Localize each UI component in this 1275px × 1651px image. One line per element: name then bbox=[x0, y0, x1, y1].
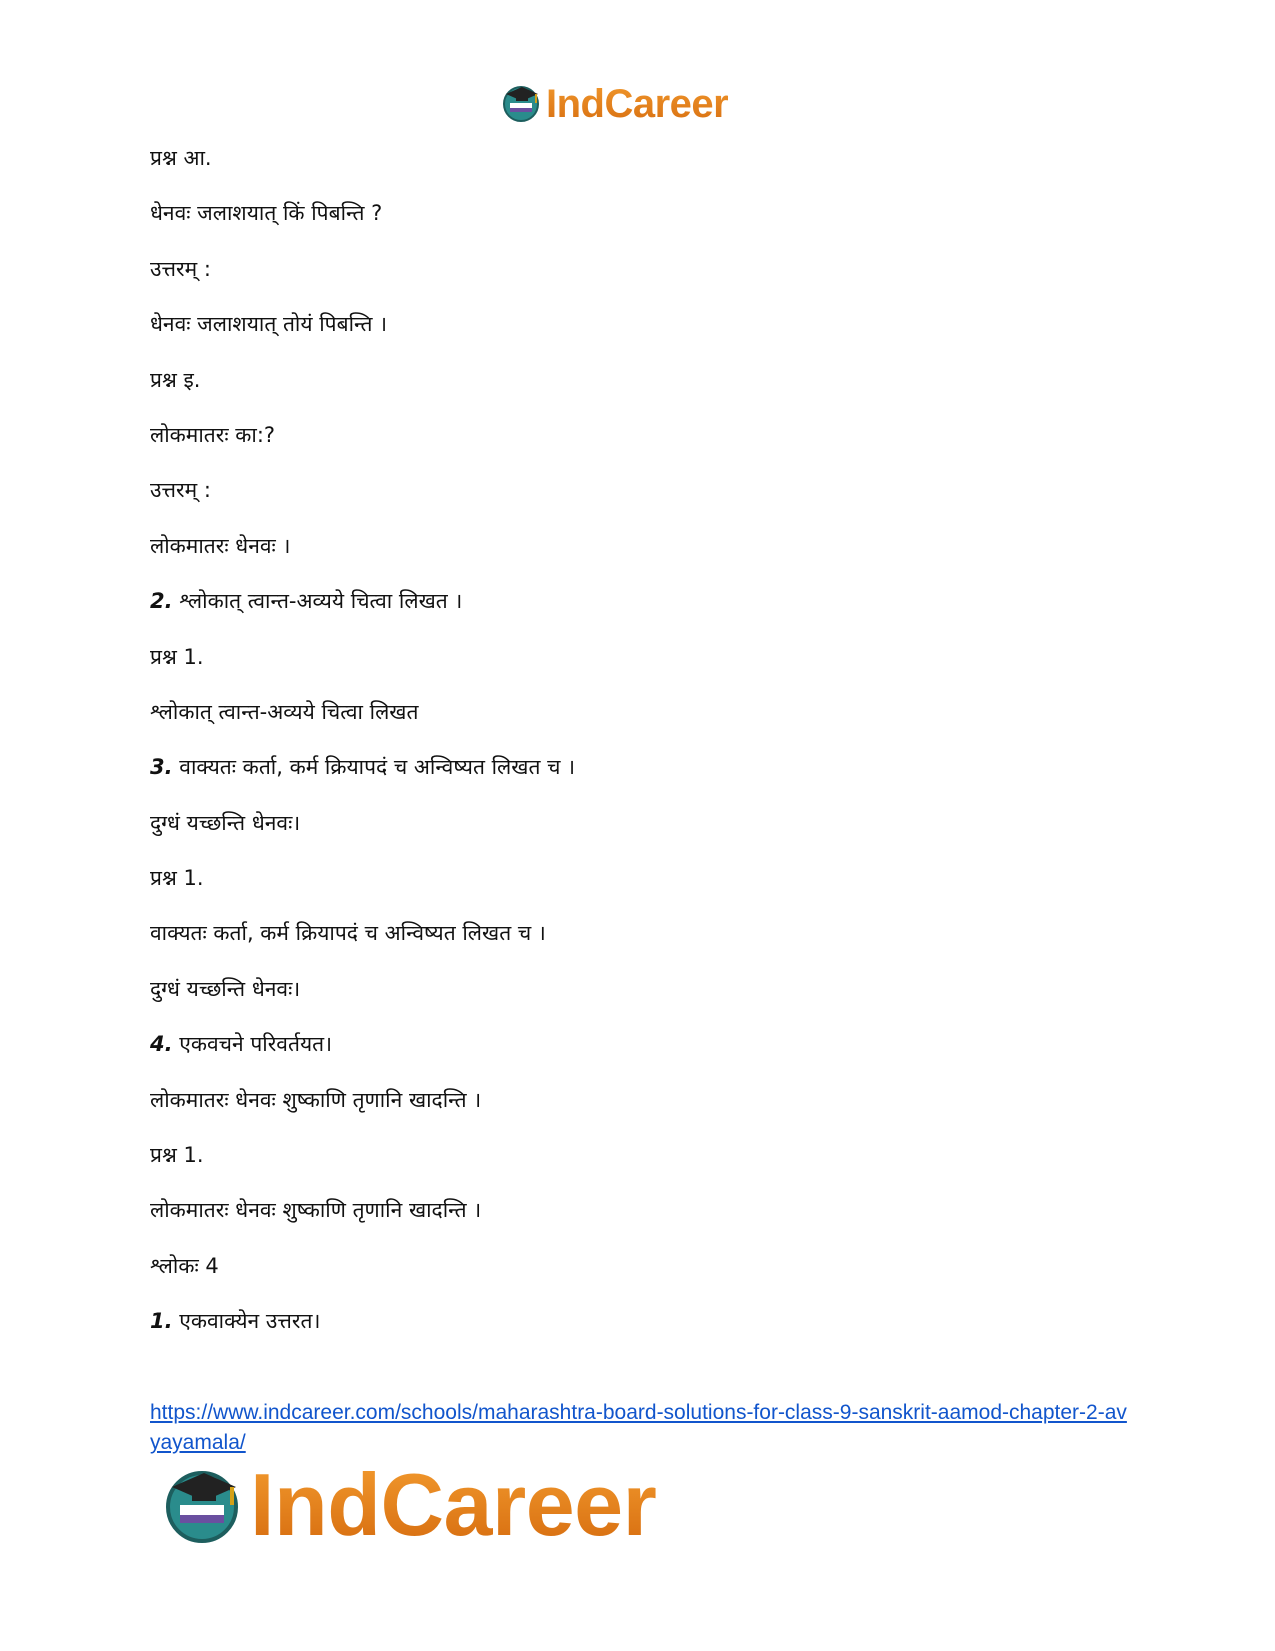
text-line: 2. श्लोकात् त्वान्त-अव्यये चित्वा लिखत । bbox=[150, 589, 463, 614]
text-line: प्रश्न आ. bbox=[150, 146, 212, 170]
text-line: लोकमातरः धेनवः शुष्काणि तृणानि खादन्ति । bbox=[150, 1198, 482, 1223]
text-line: लोकमातरः का:? bbox=[150, 422, 276, 447]
graduation-cap-globe-icon bbox=[500, 81, 542, 127]
text-line: 1. एकवाक्येन उत्तरत। bbox=[150, 1309, 321, 1334]
text-line: प्रश्न 1. bbox=[150, 644, 204, 669]
text-line: दुग्धं यच्छन्ति धेनवः। bbox=[150, 976, 301, 1001]
header-logo-text: IndCareer bbox=[546, 82, 729, 126]
text-line: श्लोकात् त्वान्त-अव्यये चित्वा लिखत bbox=[150, 699, 419, 724]
text-line: धेनवः जलाशयात् किं पिबन्ति ? bbox=[150, 201, 383, 226]
text-line: दुग्धं यच्छन्ति धेनवः। bbox=[150, 810, 301, 835]
text-line: धेनवः जलाशयात् तोयं पिबन्ति । bbox=[150, 312, 388, 337]
text-line: उत्तरम् : bbox=[150, 256, 211, 281]
text-line: लोकमातरः धेनवः शुष्काणि तृणानि खादन्ति । bbox=[150, 1087, 482, 1112]
text-line: प्रश्न इ. bbox=[150, 367, 201, 392]
text-line: वाक्यतः कर्ता, कर्म क्रियापदं च अन्विष्यत लिखत च । bbox=[150, 921, 546, 946]
text-line: लोकमातरः धेनवः । bbox=[150, 533, 291, 558]
header-logo bbox=[500, 80, 728, 128]
footer-logo bbox=[160, 1455, 657, 1554]
content-body bbox=[150, 140, 1150, 1359]
text-line: प्रश्न 1. bbox=[150, 866, 204, 891]
text-line: 4. एकवचने परिवर्तयत। bbox=[150, 1032, 333, 1057]
text-line: 3. वाक्यतः कर्ता, कर्म क्रियापदं च अन्विष्यत लिखत च । bbox=[150, 755, 576, 780]
text-line: श्लोकः 4 bbox=[150, 1253, 219, 1278]
source-link[interactable]: https://www.indcareer.com/schools/maharashtra-board-solutions-for-class-9-sanskrit-aamod-chapter-2-avyayamala/ bbox=[150, 1401, 1127, 1454]
graduation-cap-globe-icon bbox=[160, 1461, 244, 1549]
text-line: उत्तरम् : bbox=[150, 478, 211, 503]
footer-logo-text: IndCareer bbox=[250, 1455, 657, 1554]
text-line: प्रश्न 1. bbox=[150, 1143, 204, 1168]
